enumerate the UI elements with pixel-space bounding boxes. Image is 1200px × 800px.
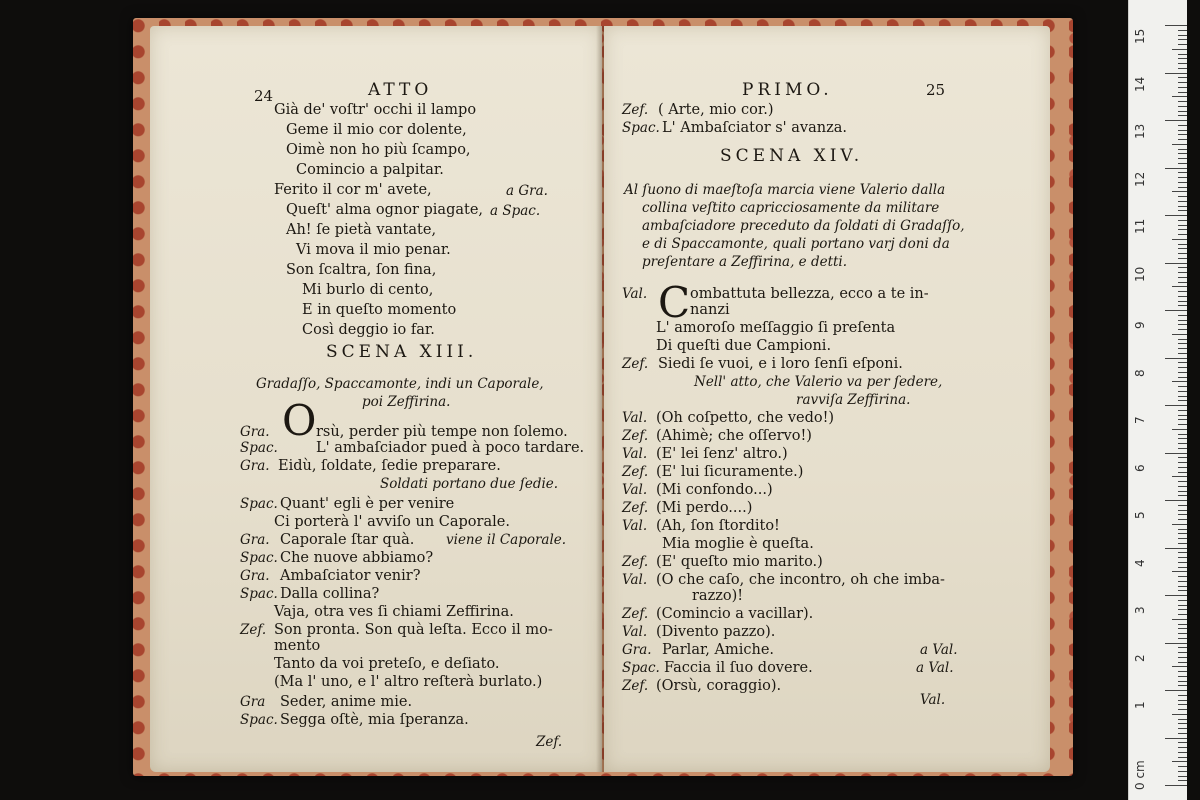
ruler-tick xyxy=(1178,196,1187,197)
ruler-tick xyxy=(1178,510,1187,511)
ruler-tick xyxy=(1178,624,1187,625)
ruler-tick xyxy=(1178,719,1187,720)
ruler-tick xyxy=(1178,481,1187,482)
ruler-tick xyxy=(1178,396,1187,397)
ruler-tick xyxy=(1165,738,1187,739)
ruler-tick xyxy=(1165,215,1187,216)
dialogue-line: (Orsù, coraggio). xyxy=(656,678,782,694)
dialogue-line: mento xyxy=(274,638,321,654)
running-head: PRIMO. xyxy=(742,80,833,100)
speaker: Gra. xyxy=(240,532,270,548)
ruler-tick xyxy=(1178,163,1187,164)
ruler-tick xyxy=(1178,305,1187,306)
speaker: Zef. xyxy=(622,102,649,118)
ruler-tick xyxy=(1178,234,1187,235)
aside: a Spac. xyxy=(490,203,541,219)
ruler-tick xyxy=(1178,681,1187,682)
verse-line: Vi mova il mio penar. xyxy=(296,242,451,258)
ruler-tick xyxy=(1178,372,1187,373)
dialogue-line: ( Arte, mio cor.) xyxy=(658,102,774,118)
ruler-tick xyxy=(1165,595,1187,596)
ruler-tick xyxy=(1178,419,1187,420)
dialogue-line: (Ahimè; che oſſervo!) xyxy=(656,428,812,444)
ruler-tick xyxy=(1172,381,1187,382)
ruler-tick xyxy=(1178,130,1187,131)
aside: a Gra. xyxy=(506,183,548,199)
dialogue-line: Son pronta. Son quà leſta. Ecco il mo- xyxy=(274,622,553,638)
scene-title: SCENA XIV. xyxy=(720,146,864,166)
dialogue-line: (E' lei ſenz' altro.) xyxy=(656,446,788,462)
drop-cap: O xyxy=(282,396,317,445)
ruler-tick xyxy=(1172,619,1187,620)
dialogue-line: Faccia il ſuo dovere. xyxy=(664,660,813,676)
ruler-tick xyxy=(1165,168,1187,169)
speaker: Gra. xyxy=(240,458,270,474)
ruler-tick xyxy=(1178,367,1187,368)
ruler-tick xyxy=(1178,562,1187,563)
ruler-tick xyxy=(1172,144,1187,145)
dialogue-line: nanzi xyxy=(690,302,730,318)
ruler-tick xyxy=(1178,457,1187,458)
ruler-tick xyxy=(1172,96,1187,97)
ruler-tick xyxy=(1178,486,1187,487)
verse-line: Già de' voſtr' occhi il lampo xyxy=(274,102,477,118)
ruler-tick xyxy=(1178,362,1187,363)
ruler-number: 13 xyxy=(1133,123,1147,139)
ruler-tick xyxy=(1178,267,1187,268)
speaker: Val. xyxy=(622,446,648,462)
ruler-tick xyxy=(1178,58,1187,59)
ruler-number: 0 cm xyxy=(1133,760,1147,790)
ruler-tick xyxy=(1165,453,1187,454)
ruler-number: 15 xyxy=(1133,28,1147,44)
ruler-tick xyxy=(1178,153,1187,154)
ruler-tick xyxy=(1178,225,1187,226)
speaker: Zef. xyxy=(622,678,649,694)
page-number: 25 xyxy=(926,81,946,99)
ruler-tick xyxy=(1178,742,1187,743)
ruler-tick xyxy=(1178,671,1187,672)
ruler-tick xyxy=(1178,576,1187,577)
ruler-number: 14 xyxy=(1133,76,1147,92)
ruler-tick xyxy=(1178,149,1187,150)
ruler-tick xyxy=(1178,229,1187,230)
drop-cap: C xyxy=(658,278,691,327)
ruler-tick xyxy=(1178,386,1187,387)
speaker: Gra. xyxy=(240,568,270,584)
dialogue-line: (Mi confondo...) xyxy=(656,482,773,498)
ruler-tick xyxy=(1178,272,1187,273)
running-head: ATTO xyxy=(368,80,433,100)
ruler-number: 1 xyxy=(1133,701,1147,709)
verse-line: Ah! ſe pietà vantate, xyxy=(286,222,437,238)
ruler-tick xyxy=(1178,709,1187,710)
ruler-tick xyxy=(1178,30,1187,31)
speaker: Spac. xyxy=(240,496,278,512)
ruler-tick xyxy=(1178,776,1187,777)
stage-direction: collina veſtito capricciosamente da militare xyxy=(642,200,940,216)
ruler-number: 3 xyxy=(1133,606,1147,614)
ruler-tick xyxy=(1172,429,1187,430)
dialogue-line: razzo)! xyxy=(692,588,744,604)
ruler-tick xyxy=(1178,685,1187,686)
ruler-tick xyxy=(1178,728,1187,729)
ruler-tick xyxy=(1178,628,1187,629)
verse-line: Mi burlo di cento, xyxy=(302,282,434,298)
ruler-tick xyxy=(1178,315,1187,316)
stage-direction: Nell' atto, che Valerio va per ſedere, xyxy=(694,374,943,390)
ruler-tick xyxy=(1165,25,1187,26)
ruler-tick xyxy=(1178,296,1187,297)
speaker: Spac. xyxy=(622,120,660,136)
ruler-tick xyxy=(1165,548,1187,549)
ruler-number: 4 xyxy=(1133,559,1147,567)
ruler-tick xyxy=(1178,158,1187,159)
speaker: Val. xyxy=(622,286,648,302)
speaker: Spac. xyxy=(240,550,278,566)
ruler-tick xyxy=(1178,491,1187,492)
ruler-tick xyxy=(1178,581,1187,582)
ruler-tick xyxy=(1178,125,1187,126)
verse-line: Geme il mio cor dolente, xyxy=(286,122,467,138)
stage-direction: Soldati portano due ſedie. xyxy=(380,476,559,492)
ruler-tick xyxy=(1178,557,1187,558)
ruler-tick xyxy=(1178,68,1187,69)
speaker: Val. xyxy=(622,518,648,534)
ruler-tick xyxy=(1178,495,1187,496)
ruler-tick xyxy=(1178,766,1187,767)
dialogue-line: Di queſti due Campioni. xyxy=(656,338,832,354)
ruler-tick xyxy=(1178,462,1187,463)
verse-line: E in queſto momento xyxy=(302,302,457,318)
speaker: Zef. xyxy=(240,622,267,638)
ruler-tick xyxy=(1178,438,1187,439)
ruler-tick xyxy=(1172,239,1187,240)
ruler-tick xyxy=(1178,339,1187,340)
ruler-tick xyxy=(1178,780,1187,781)
dialogue-line: Siedi ſe vuoi, e i loro ſenſi eſponi. xyxy=(658,356,903,372)
ruler-tick xyxy=(1172,761,1187,762)
ruler-tick xyxy=(1172,334,1187,335)
ruler-tick xyxy=(1178,182,1187,183)
ruler-tick xyxy=(1178,657,1187,658)
ruler-tick xyxy=(1178,253,1187,254)
ruler-tick xyxy=(1178,638,1187,639)
ruler-tick xyxy=(1178,44,1187,45)
speaker: Zef. xyxy=(622,428,649,444)
ruler-tick xyxy=(1178,733,1187,734)
ruler-tick xyxy=(1178,700,1187,701)
dialogue-line: (E' queſto mio marito.) xyxy=(656,554,823,570)
stage-direction: Gradaſſo, Spaccamonte, indi un Caporale, xyxy=(256,376,544,392)
dialogue-line: Che nuove abbiamo? xyxy=(280,550,434,566)
ruler-tick xyxy=(1178,652,1187,653)
ruler-tick xyxy=(1172,286,1187,287)
verse-line: Così deggio io far. xyxy=(302,322,435,338)
ruler-tick xyxy=(1178,301,1187,302)
verse-line: Queſt' alma ognor piagate, xyxy=(286,202,484,218)
ruler-tick xyxy=(1178,410,1187,411)
dialogue-line: L' ambaſciador pued à poco tardare. xyxy=(316,440,585,456)
ruler-tick xyxy=(1178,343,1187,344)
ruler-tick xyxy=(1165,263,1187,264)
verse-line: Ferito il cor m' avete, xyxy=(274,182,432,198)
ruler-tick xyxy=(1172,524,1187,525)
dialogue-line: Segga oſtè, mia ſperanza. xyxy=(280,712,469,728)
dialogue-line: Ci porterà l' avviſo un Caporale. xyxy=(274,514,510,530)
dialogue-line: Eidù, ſoldate, ſedie preparare. xyxy=(278,458,501,474)
ruler-number: 7 xyxy=(1133,416,1147,424)
ruler-tick xyxy=(1178,752,1187,753)
ruler-number: 12 xyxy=(1133,171,1147,187)
ruler-tick xyxy=(1178,633,1187,634)
ruler-number: 11 xyxy=(1133,218,1147,234)
ruler-tick xyxy=(1178,424,1187,425)
ruler-tick xyxy=(1178,747,1187,748)
ruler-number: 6 xyxy=(1133,464,1147,472)
ruler-tick xyxy=(1178,704,1187,705)
ruler-tick xyxy=(1178,210,1187,211)
page-number: 24 xyxy=(254,87,274,105)
scene-title: SCENA XIII. xyxy=(326,342,478,362)
ruler-tick xyxy=(1178,206,1187,207)
ruler-number: 5 xyxy=(1133,511,1147,519)
speaker: Gra. xyxy=(240,424,270,440)
ruler-tick xyxy=(1178,415,1187,416)
dialogue-line: Quant' egli è per venire xyxy=(280,496,455,512)
verse-line: Son ſcaltra, ſon fina, xyxy=(286,262,437,278)
speaker: Spac. xyxy=(240,712,278,728)
ruler-tick xyxy=(1178,505,1187,506)
speaker: Gra xyxy=(240,694,266,710)
ruler-tick xyxy=(1178,552,1187,553)
aside: a Val. xyxy=(916,660,954,676)
ruler-tick xyxy=(1178,258,1187,259)
dialogue-line: Caporale ſtar quà. xyxy=(280,532,415,548)
ruler-tick xyxy=(1178,172,1187,173)
ruler-tick xyxy=(1178,519,1187,520)
dialogue-line: Dalla collina? xyxy=(280,586,380,602)
dialogue-line: (Ah, ſon ſtordito! xyxy=(656,518,780,534)
ruler-tick xyxy=(1178,177,1187,178)
ruler-tick xyxy=(1178,82,1187,83)
ruler-tick xyxy=(1178,377,1187,378)
ruler-tick xyxy=(1178,448,1187,449)
ruler-tick xyxy=(1165,358,1187,359)
verse-line: Oimè non ho più ſcampo, xyxy=(286,142,471,158)
ruler-tick xyxy=(1178,434,1187,435)
ruler-tick xyxy=(1165,73,1187,74)
ruler-tick xyxy=(1178,324,1187,325)
ruler-tick xyxy=(1178,676,1187,677)
ruler-tick xyxy=(1178,201,1187,202)
ruler-tick xyxy=(1178,695,1187,696)
ruler-tick xyxy=(1178,282,1187,283)
ruler-tick xyxy=(1178,63,1187,64)
dialogue-line: (Divento pazzo). xyxy=(656,624,776,640)
ruler-tick xyxy=(1178,771,1187,772)
ruler-tick xyxy=(1178,647,1187,648)
ruler-tick xyxy=(1172,476,1187,477)
ruler-tick xyxy=(1165,785,1187,786)
dialogue-line: (Mi perdo....) xyxy=(656,500,753,516)
ruler-tick xyxy=(1172,666,1187,667)
dialogue-line: (Oh coſpetto, che vedo!) xyxy=(656,410,835,426)
ruler-tick xyxy=(1178,391,1187,392)
speaker: Val. xyxy=(622,410,648,426)
ruler-tick xyxy=(1178,248,1187,249)
ruler-tick xyxy=(1165,690,1187,691)
ruler-tick xyxy=(1178,101,1187,102)
ruler-tick xyxy=(1172,571,1187,572)
ruler-number: 8 xyxy=(1133,369,1147,377)
ruler-tick xyxy=(1178,244,1187,245)
dialogue-line: Ambaſciator venir? xyxy=(280,568,421,584)
dialogue-line: Parlar, Amiche. xyxy=(662,642,775,658)
ruler-tick xyxy=(1178,187,1187,188)
speaker: Spac. xyxy=(240,586,278,602)
dialogue-line: (Ma l' uno, e l' altro reſterà burlato.) xyxy=(274,674,543,690)
dialogue-line: Tanto da voi preteſo, e deſiato. xyxy=(274,656,500,672)
speaker: Gra. xyxy=(622,642,652,658)
speaker: Zef. xyxy=(622,464,649,480)
dialogue-line: L' Ambaſciator s' avanza. xyxy=(662,120,847,136)
stage-direction: poi Zeffirina. xyxy=(362,394,451,410)
ruler-tick xyxy=(1165,405,1187,406)
dialogue-line: Mia moglie è queſta. xyxy=(662,536,814,552)
stage-direction: preſentare a Zeffirina, e detti. xyxy=(642,254,848,270)
dialogue-line: Vaja, otra ves ſi chiami Zeffirina. xyxy=(274,604,514,620)
stage-direction: ambaſciadore preceduto da ſoldati di Gradaſſo, xyxy=(642,218,965,234)
stage-direction: Al ſuono di maeſtoſa marcia viene Valerio dalla xyxy=(624,182,946,198)
right-page xyxy=(604,26,1050,772)
ruler-tick xyxy=(1178,277,1187,278)
ruler-tick xyxy=(1165,643,1187,644)
ruler-tick xyxy=(1178,590,1187,591)
ruler-tick xyxy=(1178,586,1187,587)
catchword: Val. xyxy=(920,692,946,708)
speaker: Val. xyxy=(622,624,648,640)
ruler-tick xyxy=(1178,567,1187,568)
ruler-tick xyxy=(1165,500,1187,501)
speaker: Val. xyxy=(622,482,648,498)
ruler-tick xyxy=(1178,35,1187,36)
ruler-tick xyxy=(1172,714,1187,715)
dialogue-line: (Comincio a vacillar). xyxy=(656,606,814,622)
dialogue-line: L' amoroſo meſſaggio ſi preſenta xyxy=(656,320,896,336)
ruler-tick xyxy=(1178,353,1187,354)
dialogue-line: Seder, anime mie. xyxy=(280,694,413,710)
ruler-tick xyxy=(1178,533,1187,534)
ruler-tick xyxy=(1178,134,1187,135)
ruler-tick xyxy=(1178,115,1187,116)
ruler-tick xyxy=(1165,120,1187,121)
ruler-tick xyxy=(1178,472,1187,473)
dialogue-line: ombattuta bellezza, ecco a te in- xyxy=(690,286,929,302)
ruler-tick xyxy=(1178,87,1187,88)
ruler-number: 2 xyxy=(1133,654,1147,662)
ruler-tick xyxy=(1172,191,1187,192)
stage-direction: viene il Caporale. xyxy=(446,532,567,548)
ruler-tick xyxy=(1178,543,1187,544)
ruler-tick xyxy=(1178,291,1187,292)
verse-line: Comincio a palpitar. xyxy=(296,162,444,178)
ruler-tick xyxy=(1178,106,1187,107)
stage-direction: e di Spaccamonte, quali portano varj doni da xyxy=(642,236,950,252)
speaker: Zef. xyxy=(622,554,649,570)
ruler-tick xyxy=(1178,467,1187,468)
speaker: Val. xyxy=(622,572,648,588)
ruler-tick xyxy=(1178,320,1187,321)
speaker: Zef. xyxy=(622,500,649,516)
ruler-tick xyxy=(1178,139,1187,140)
ruler-tick xyxy=(1178,662,1187,663)
speaker: Spac. xyxy=(240,440,278,456)
ruler-tick xyxy=(1178,609,1187,610)
ruler-number: 9 xyxy=(1133,321,1147,329)
dialogue-line: (O che caſo, che incontro, oh che imba- xyxy=(656,572,945,588)
stage-direction: ravviſa Zeffirina. xyxy=(796,392,911,408)
ruler-tick xyxy=(1172,49,1187,50)
speaker: Zef. xyxy=(622,606,649,622)
ruler-tick xyxy=(1178,600,1187,601)
ruler-number: 10 xyxy=(1133,266,1147,282)
ruler-tick xyxy=(1178,111,1187,112)
ruler-tick xyxy=(1178,54,1187,55)
dialogue-line: rsù, perder più tempe non ſolemo. xyxy=(316,424,568,440)
left-page xyxy=(150,26,602,772)
ruler-tick xyxy=(1165,310,1187,311)
ruler-tick xyxy=(1178,757,1187,758)
speaker: Zef. xyxy=(622,356,649,372)
ruler-tick xyxy=(1178,443,1187,444)
aside: a Val. xyxy=(920,642,958,658)
ruler-tick xyxy=(1178,614,1187,615)
dialogue-line: (E' lui ſicuramente.) xyxy=(656,464,804,480)
ruler-tick xyxy=(1178,400,1187,401)
ruler-tick xyxy=(1178,529,1187,530)
measuring-ruler xyxy=(1128,0,1187,800)
ruler-tick xyxy=(1178,39,1187,40)
speaker: Spac. xyxy=(622,660,660,676)
ruler-tick xyxy=(1178,514,1187,515)
ruler-tick xyxy=(1178,723,1187,724)
ruler-tick xyxy=(1178,329,1187,330)
ruler-tick xyxy=(1178,538,1187,539)
ruler-tick xyxy=(1178,605,1187,606)
ruler-tick xyxy=(1178,220,1187,221)
ruler-tick xyxy=(1178,348,1187,349)
ruler-tick xyxy=(1178,77,1187,78)
catchword: Zef. xyxy=(536,734,563,750)
ruler-tick xyxy=(1178,92,1187,93)
